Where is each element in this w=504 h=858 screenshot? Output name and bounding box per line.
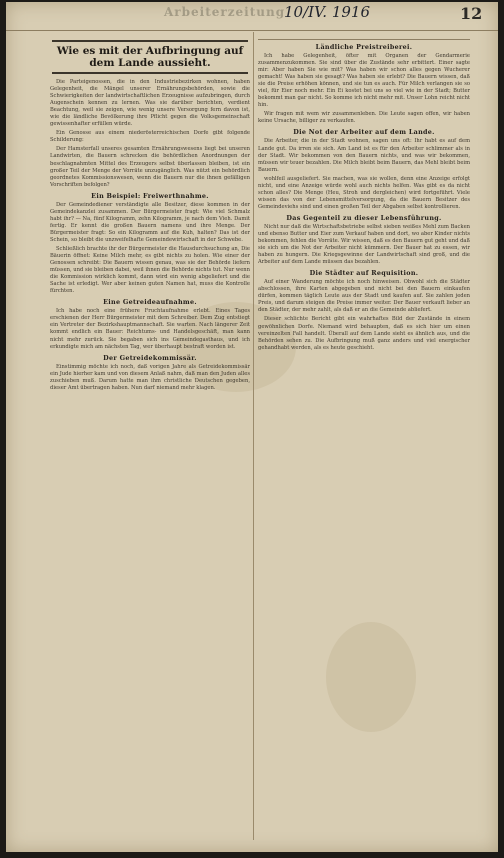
paragraph: Wir fragen mit wem wir zusammenleben. Die Leute sagen offen, wir haben keine Ursache, billiger zu verkaufen. [258, 111, 470, 125]
page-number: 12 [460, 4, 483, 23]
section-subheading: Die Not der Arbeiter auf dem Lande. [293, 128, 435, 137]
paragraph: Nicht nur daß die Wirtschaftsbetriebe selbst sieben weißes Mehl zum Backen und ebenso Butter und Eier zum Verkauf haben und dort, wo aber Kinder nichts bekommen, fehlen die Vorräte. Wir wissen, daß es den Bauern gut geht und daß sie sich um die Not der Arbeiter nicht kümmern. Der Bauer hat zu essen, wir haben zu hungern. Die Kriegsgewinne der Landwirtschaft sind groß, und die Arbeiter auf dem Lande müssen das bezahlen. [258, 223, 470, 266]
paragraph: Ich habe noch eine frühere Fruchtaufnahme erlebt. Eines Tages erschienen der Herr Bürgermeister mit dem Schreiber. Dem Zug entstiegt ein Vertreter der Bezirkshauptmannschaft. Sie warten. Nach längerer Zeit kommt endlich ein Bauer: Reichtums- und Handelsgeschäft, man kann nicht mehr zurück. Sie begaben sich ins Gemeindegasthaus, und ich erkundigte mich am nächsten Tag, wer überhaupt bestraft worden ist. [50, 308, 250, 350]
handwritten-date: 10/IV. 1916 [284, 3, 370, 21]
right-column [258, 36, 470, 836]
section-subheading: Die Städter auf Requisition. [309, 269, 419, 278]
paragraph: Einstimmig möchte ich noch, daß vorigen Jahre als Getreidekommissär ein Jude hierher kam und von diesem Anlaß nahm, daß man den Juden alles zuschieben muß. Darum hatte man ihm christliche Deutschen gegeben, dieser Amt übertragen haben. Nun darf niemand mehr klagen. [50, 363, 250, 391]
section-subheading: Eine Getreideaufnahme. [103, 298, 197, 307]
paragraph: Ein Genosse aus einem niederösterreichischen Dorfe gibt folgende Schilderung: [50, 130, 250, 144]
section-subheading: Das Gegenteil zu dieser Lebensführung. [286, 213, 442, 222]
paragraph: Der Gemeindediener verständigte alle Besitzer, diese kommen in der Gemeindekanzlei zusammen. Der Bürgermeister fragt: Wie viel Schmalz habt ihr? — Na, fünf Kilogramm, zehn Kilogramm, je nach dem Vieh. Damit fertig. Er kennt die großen Bauern namens und ihre Menge. Der Bürgermeister fragt: So ein Kilogramm auf die Kuh, halten? Das ist der Schein, so bleibt die unzweifelhafte Gemeindewirtschaft in der Schwebe. [50, 201, 250, 243]
paper-name: Arbeiterzeitung [164, 5, 286, 19]
paragraph: Schließlich brachte ihr der Bürgermeister die Hausdurchsuchung an, Die Bäuerin öffnet: Keine Milch mehr, es gibt nichts zu holen. Wie einer der Genossen schreibt: Die Bauern wissen genau, was sie der Behörde liefern müssen, und sie bleiben dabei, weil ihnen die Behörde nichts tut. Nur wenn die Kommission wirklich kommt, dann wird ein wenig abgeliefert und die Sache ist erledigt. Wer aber keinen guten Namen hat, muss die Kontrolle fürchten. [50, 245, 250, 295]
section-rule [258, 39, 470, 40]
paragraph: Die Parteigenossen, die in den Industriebezirken wohnen, haben Gelegenheit, die Mängel unserer Ernährungsbehörden, sowie die Schwierigkeiten der landwirtschaftlichen Erzeugnisse aufzubringen, durch Augenschein kennen zu lernen. Was sie darüber berichten, verdient Beachtung, weil sie zeigen, wie wenig unsere Versorgung fern davon ist, wie die ländliche Bevölkerung ihre Pflicht gegen die Volksgemeinschaft gewissenhafter erfüllen würde. [50, 79, 250, 128]
paragraph: Dieser schlichte Bericht gibt ein wahrhaftes Bild der Zustände in einem gewöhnlichen Dorfe. Niemand wird behaupten, daß es sich hier um einen vereinzelten Fall handelt. Überall auf dem Lande sieht es ähnlich aus, und die Behörden sehen zu. Die Aufbringung muß ganz anders und viel energischer gehandhabt werden, als es heute geschieht. [258, 316, 470, 351]
paragraph: wohlfeil ausgeliefert. Sie machen, was sie wollen, denn eine Anzeige erfolgt nicht, und eine Anzeige würde wohl auch nichts helfen. Was gibt es da nicht schon alles? Die Menge (Heu, Stroh und dergleichen) wird fortgeführt. Viele wissen das von der Lebensmittelversorgung, da die Bauern Besitzer des Gemeindeviehs sind und einen großen Teil der Abgaben selbst kontrollieren. [258, 175, 470, 210]
section-subheading: Ein Beispiel: Freiwerthnahme. [91, 191, 209, 200]
paragraph: Der Hamsterfall unseres gesamten Ernährungswesens liegt bei unseren Landwirten, die Bauern schrecken die behördlichen Anordnungen der beschlagnahmten Mittel des Erzeugers selbst überlassen bleiben, ist ein großer Teil der Menge der Vorräte unzugänglich. Was nützt ein behördlich geordnetes Kommissionswesen, wenn die Bauern nur die ihnen gefälligen Vorschriften befolgen? [50, 146, 250, 188]
masthead [6, 2, 498, 31]
section-subheading: Ländliche Preistreiberei. [315, 43, 413, 51]
paragraph: Ich habe Gelegenheit, öfter mit Organen der Gendarmerie zusammenzukommen. Sie sind über die Zustände sehr erbittert. Einer sagte mir: Aber haben Sie wie mit? Was haben wir schon alles gegen Wucherer gemacht! Was haben sie gesagt? Was haben sie erlebt? Die Bauern wissen, daß sie die Preise erhöhen können, und sie tun es auch. Für Milch verlangen sie so viel, für Eier noch mehr. Ein Ei kostet bei uns so viel wie in der Stadt; Butter bekommt man gar nicht. So komme ich nicht mehr mit. Unser Lohn reicht nicht hin. [258, 53, 470, 109]
left-column [50, 36, 250, 836]
section-subheading: Der Getreidekommissär. [103, 353, 197, 362]
column-divider [253, 32, 254, 840]
newspaper-clipping [6, 2, 498, 852]
article-headline: Wie es mit der Aufbringung auf dem Lande aussieht. [52, 40, 248, 74]
paragraph: Auf einer Wanderung möchte ich noch hinweisen. Obwohl sich die Städter abschlossen, ihre Karten abgegeben und nicht bei den Bauern einkaufen dürfen, kommen täglich Leute aus der Stadt und kaufen auf. Sie zahlen jeden Preis, und darum steigen die Preise immer weiter. Der Bauer verkauft lieber an den Städter, der mehr zahlt, als daß er an die Gemeinde abliefert. [258, 279, 470, 314]
paragraph: Die Arbeiter, die in der Stadt wohnen, sagen uns oft: Ihr habt es auf dem Lande gut. Da irren sie sich. Am Land ist es für den Arbeiter schlimmer als in der Stadt. Wir bekommen von den Bauern nichts, und was wir bekommen, müssen wir teuer bezahlen. Die Milch bleibt beim Bauern, das Mehl bleibt beim Bauern. [258, 138, 470, 173]
